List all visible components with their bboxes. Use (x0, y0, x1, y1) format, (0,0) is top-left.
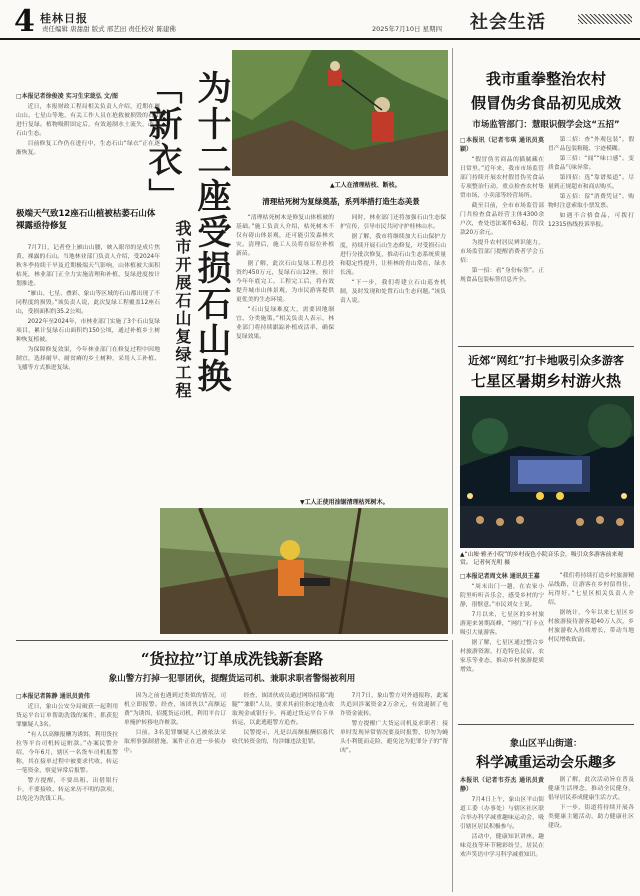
story2-subhead: 象山警方打掉一犯罪团伙，提醒货运司机、兼职求职者警惕被利用 (108, 674, 356, 684)
story1-para: “清理枯死树木是修复山体植被的基础。”施工负责人介绍，枯死树木不仅有碍山体景观，还可能引发森林火灾。清理后，施工人员将在原位补植新苗。 (236, 215, 334, 257)
story4-para: “周末出门一趟，在农家小院里听听音乐会，感受乡村的宁静，很惬意。”市民刘女士说。 (460, 584, 544, 608)
story2-para: 民警提示，凡是以高额报酬招募代收代转资金的，均涉嫌违法犯罪。 (232, 730, 334, 745)
story4-col1 (460, 572, 544, 720)
story1-para: 7月7日，记者登上雁山山腰，映入眼帘的是成片焦黄、裸露的石山。当地林业部门负责人介绍，受2024年秋冬季持续干旱及近期极端天气影响，山体植被大面积枯死，林业部门正全力实施清理和补植，复绿进度按计划推进。 (16, 245, 160, 287)
story1-col3 (340, 214, 446, 490)
story1-photo2-caption: ▼工人正使用油锯清理枯死树木。 (300, 499, 389, 506)
story4-photo-concert (460, 396, 634, 548)
story2-para: 近日，象山公安分局破获一起利用货运平台订单帮助洗钱的案件，抓获犯罪嫌疑人3名。 (16, 704, 118, 728)
story1-para: 据了解，我市将继续加大石山保护力度，持续开展石山生态修复，对受损石山进行分批次修复，推动石山生态系统质量和稳定性提升，让桂林的青山常在、绿水长流。 (340, 234, 446, 276)
story2-col4 (340, 692, 448, 890)
story5-head-line1: 象山区平山街道： (509, 739, 582, 749)
story4-para: 7月以来，七星区的乡村旅游迎来暑期高峰，“网红”打卡点吸引大量游客。 (460, 612, 544, 636)
story4-para: “我们将持续打造乡村旅游精品线路，让游客在乡村留得住、玩得好。”七星区相关负责人介绍。 (548, 573, 634, 606)
masthead (0, 0, 640, 40)
story2-byline: □本报记者陈静 通讯员黄伟 (16, 693, 90, 700)
story2-para: 警方提醒，不要出租、出借银行卡，不要接收、转运来历不明的款项，以免沦为洗钱工具。 (16, 778, 118, 802)
story2-col2 (124, 692, 226, 890)
story2-col1 (16, 692, 118, 890)
story1-subtitle: 我市开展石山复绿工程 (173, 220, 192, 400)
story2-para: 7月7日，象山警方对外通报称，此案共追回涉案资金2万余元，有效遏制了电诈资金流转。 (340, 693, 448, 717)
staff-credits: 责任编辑 唐甜甜 版式 邢艺田 责任校对 陈建佛 (42, 25, 176, 33)
story5-para: 下一步，街道将持续开展各类健康主题活动，助力健康社区建设。 (548, 805, 634, 829)
section-title: 社会生活 (470, 12, 546, 33)
section-rule (458, 346, 634, 347)
section-rule (458, 724, 634, 725)
story2-para: 警方提醒广大货运司机及求职者：接单时发现异常情况要及时报警，切勿为蝇头小利铤而走险，避免沦为犯罪分子的“帮凶”。 (340, 721, 448, 754)
story3-para: 第四招：选“靠谱渠道”。尽量到正规超市和商店购买。 (548, 175, 634, 190)
page-number: 4 (14, 4, 35, 39)
story3-para: 第五招：留“消费凭证”。购物时注意索取小票发票。 (548, 194, 634, 209)
story1-lead-para: 近日，本报财政工程局相关负责人介绍，近期在雁山山、七星山等地，有关工作人员在抢救被损毁的石山进行复绿。植物吸附固定后，有效遏制水土流失，改善石山生态。 (16, 104, 160, 137)
story1-col2 (236, 214, 334, 490)
story3-para: 如遇不合格食品，可拨打12315热线投诉举报。 (548, 213, 634, 228)
story3-para: 第一招：看“身份标签”。正规食品包装标签信息齐全。 (460, 268, 544, 283)
story3-col2 (548, 136, 634, 344)
story2-para: “有人以高额报酬为诱饵，利用货拉拉等平台司机转运赃款。”办案民警介绍，今年6月，辖区一名货车司机报警称，其在接单过程中被要求代收、转运一笔资金，察觉异常后报警。 (16, 732, 118, 774)
section-hatch-decoration (578, 14, 632, 24)
story1-para: 据了解，此次石山复绿工程总投资约450万元，复绿石山12座，预计今年年底完工。工程完工后，将有效提升城市山体景观，为市民游客提供更优美的生态环境。 (236, 261, 334, 303)
story1-para: 为保障修复效果，今年林业部门在修复过程中因地制宜，选择耐旱、耐贫瘠的乡土树种，采用人工补植、飞播等方式推进复绿。 (16, 347, 160, 371)
story3-col1 (460, 136, 544, 344)
story4-headline-line1: 近郊“网红”打卡地吸引众多游客 (468, 354, 624, 367)
story1-para: “下一步，我们将建立石山巡查机制，及时发现和处置石山生态问题。”该负责人说。 (340, 280, 446, 304)
story5-para: 据了解，此次活动旨在普及健康生活理念，推动全民健身，倡导居民养成健康生活方式。 (548, 777, 634, 801)
story2-col3 (232, 692, 334, 890)
sidebar-head-line: 极端天气致12座石山植被枯萎石山体裸露亟待修复 (16, 209, 156, 231)
story3-para: 第二招：查“外观包装”。假冒产品包装粗糙、字迹模糊。 (548, 137, 634, 152)
story4-col2 (548, 572, 634, 720)
story1-para: 同时，林业部门还将加强石山生态保护宣传，引导市民共同守护桂林山水。 (340, 215, 446, 230)
story3-subhead: 市场监管部门：慧眼识假学会这“五招” (472, 120, 620, 130)
story2-para: 经查，该团伙成员通过网络招募“跑腿”“兼职”人员，要求其前往指定地点收取现金或银行卡，再通过货运平台下单转运，以此逃避警方追查。 (232, 693, 334, 726)
story5-para: 7月4日上午，象山区平山街道工委（办事处）与辖区社区联合举办科学减重趣味运动会，吸引辖区居民积极参与。 (460, 797, 544, 830)
story1-para: “石山复绿难度大，需要因地制宜、分类施策。”相关负责人表示，林业部门将持续跟踪补植成活率，确保复绿效果。 (236, 307, 334, 340)
story1-photo-chainsaw (160, 508, 448, 634)
story3-para: 第三招：“闻”“味口感”。变质食品气味异常。 (548, 156, 634, 171)
story1-lead-para: 目前修复工作仍在进行中，生态石山“绿衣”正在逐渐恢复。 (16, 141, 160, 156)
story1-photo1-caption: ▲工人在清理枯枝、断枝。 (330, 182, 401, 189)
column-divider (452, 48, 453, 634)
issue-date: 2025年7月10日 星期四 (372, 25, 443, 33)
story5-col1 (460, 776, 544, 890)
story4-headline-line2: 七星区暑期乡村游火热 (470, 372, 621, 390)
story2-headline: “货拉拉”订单成洗钱新套路 (140, 650, 324, 668)
story4-para: 据统计，今年以来七星区乡村旅游接待游客超40万人次，乡村旅游收入持续增长，带动当地村民增收致富。 (548, 610, 634, 643)
story5-col2 (548, 776, 634, 890)
story3-headline-line1: 我市重拳整治农村 (485, 70, 606, 88)
story1-byline: □本报记者徐俊凌 实习生宋珑弘 文/图 (16, 93, 119, 100)
story1-photo-worker-trimming (232, 50, 448, 176)
story1-para: “雁山、七星、叠彩、象山等区域的石山都出现了不同程度的损毁。”该负责人说，此次复绿工程覆盖12座石山，受损面积约35.2公顷。 (16, 291, 160, 315)
story5-head-line2: 科学减重运动会乐趣多 (476, 755, 616, 771)
story3-para: 截至目前，全市市场监管部门共检查食品经营主体4300余户次，查处违法案件63起，罚没款20万余元。 (460, 203, 544, 236)
story5-para: 活动中，健康知识讲座、趣味竞技等环节精彩纷呈，居民在欢声笑语中学习科学减重知识。 (460, 834, 544, 858)
column-divider (452, 640, 453, 892)
section-rule (16, 640, 448, 641)
story1-mid-head: 清理枯死树为复绿奠基，系列举措打造生态美景 (262, 197, 420, 206)
story5-byline: 本报讯（记者韦芬杰 通讯员黄静） (460, 777, 544, 793)
story4-byline: □本报记者周文林 通讯员王嘉 (460, 573, 540, 580)
story1-headline (142, 70, 236, 460)
story4-para: 据了解，七星区通过整合乡村旅游资源，打造特色民宿、农家乐等业态，推动乡村旅游提质增效。 (460, 640, 544, 673)
story2-para: 目前，3名犯罪嫌疑人已被依法采取刑事强制措施，案件正在进一步侦办中。 (124, 730, 226, 754)
story2-para: 因为之前也遇到过类似的情况，司机立即报警。经查，该团伙以“高额运费”为诱饵，招揽货运司机，利用平台订单掩护转移电诈赃款。 (124, 693, 226, 726)
story3-byline: □本报讯（记者韦琪 通讯员莫颖） (460, 137, 544, 153)
story3-para: 为提升农村居民辨识能力，市场监管部门提醒消费者学会五招： (460, 240, 544, 264)
story1-para: 2022年至2024年，市林业部门实施了3个石山复绿项目，累计复绿石山面积约150公顷，通过补植乡土树种恢复植被。 (16, 319, 160, 343)
story3-para: “假冒伪劣商品的猫腻藏在日常里。”近年来，我市市场监管部门持续开展农村假冒伪劣食品专项整治行动，重点检查农村集贸市场、小卖部等经营场所。 (460, 157, 544, 199)
story1-title: 为十二座受损石山换「新衣」 (142, 70, 231, 394)
story3-headline-line2: 假冒伪劣食品初见成效 (470, 94, 621, 112)
paper-name: 桂林日报 (40, 12, 88, 25)
story4-photo-caption: ▲“山墟·雅圣小院”的乡村夜色小院音乐会，吸引众多游客前来观赏。 记者何光明 摄 (460, 552, 624, 566)
